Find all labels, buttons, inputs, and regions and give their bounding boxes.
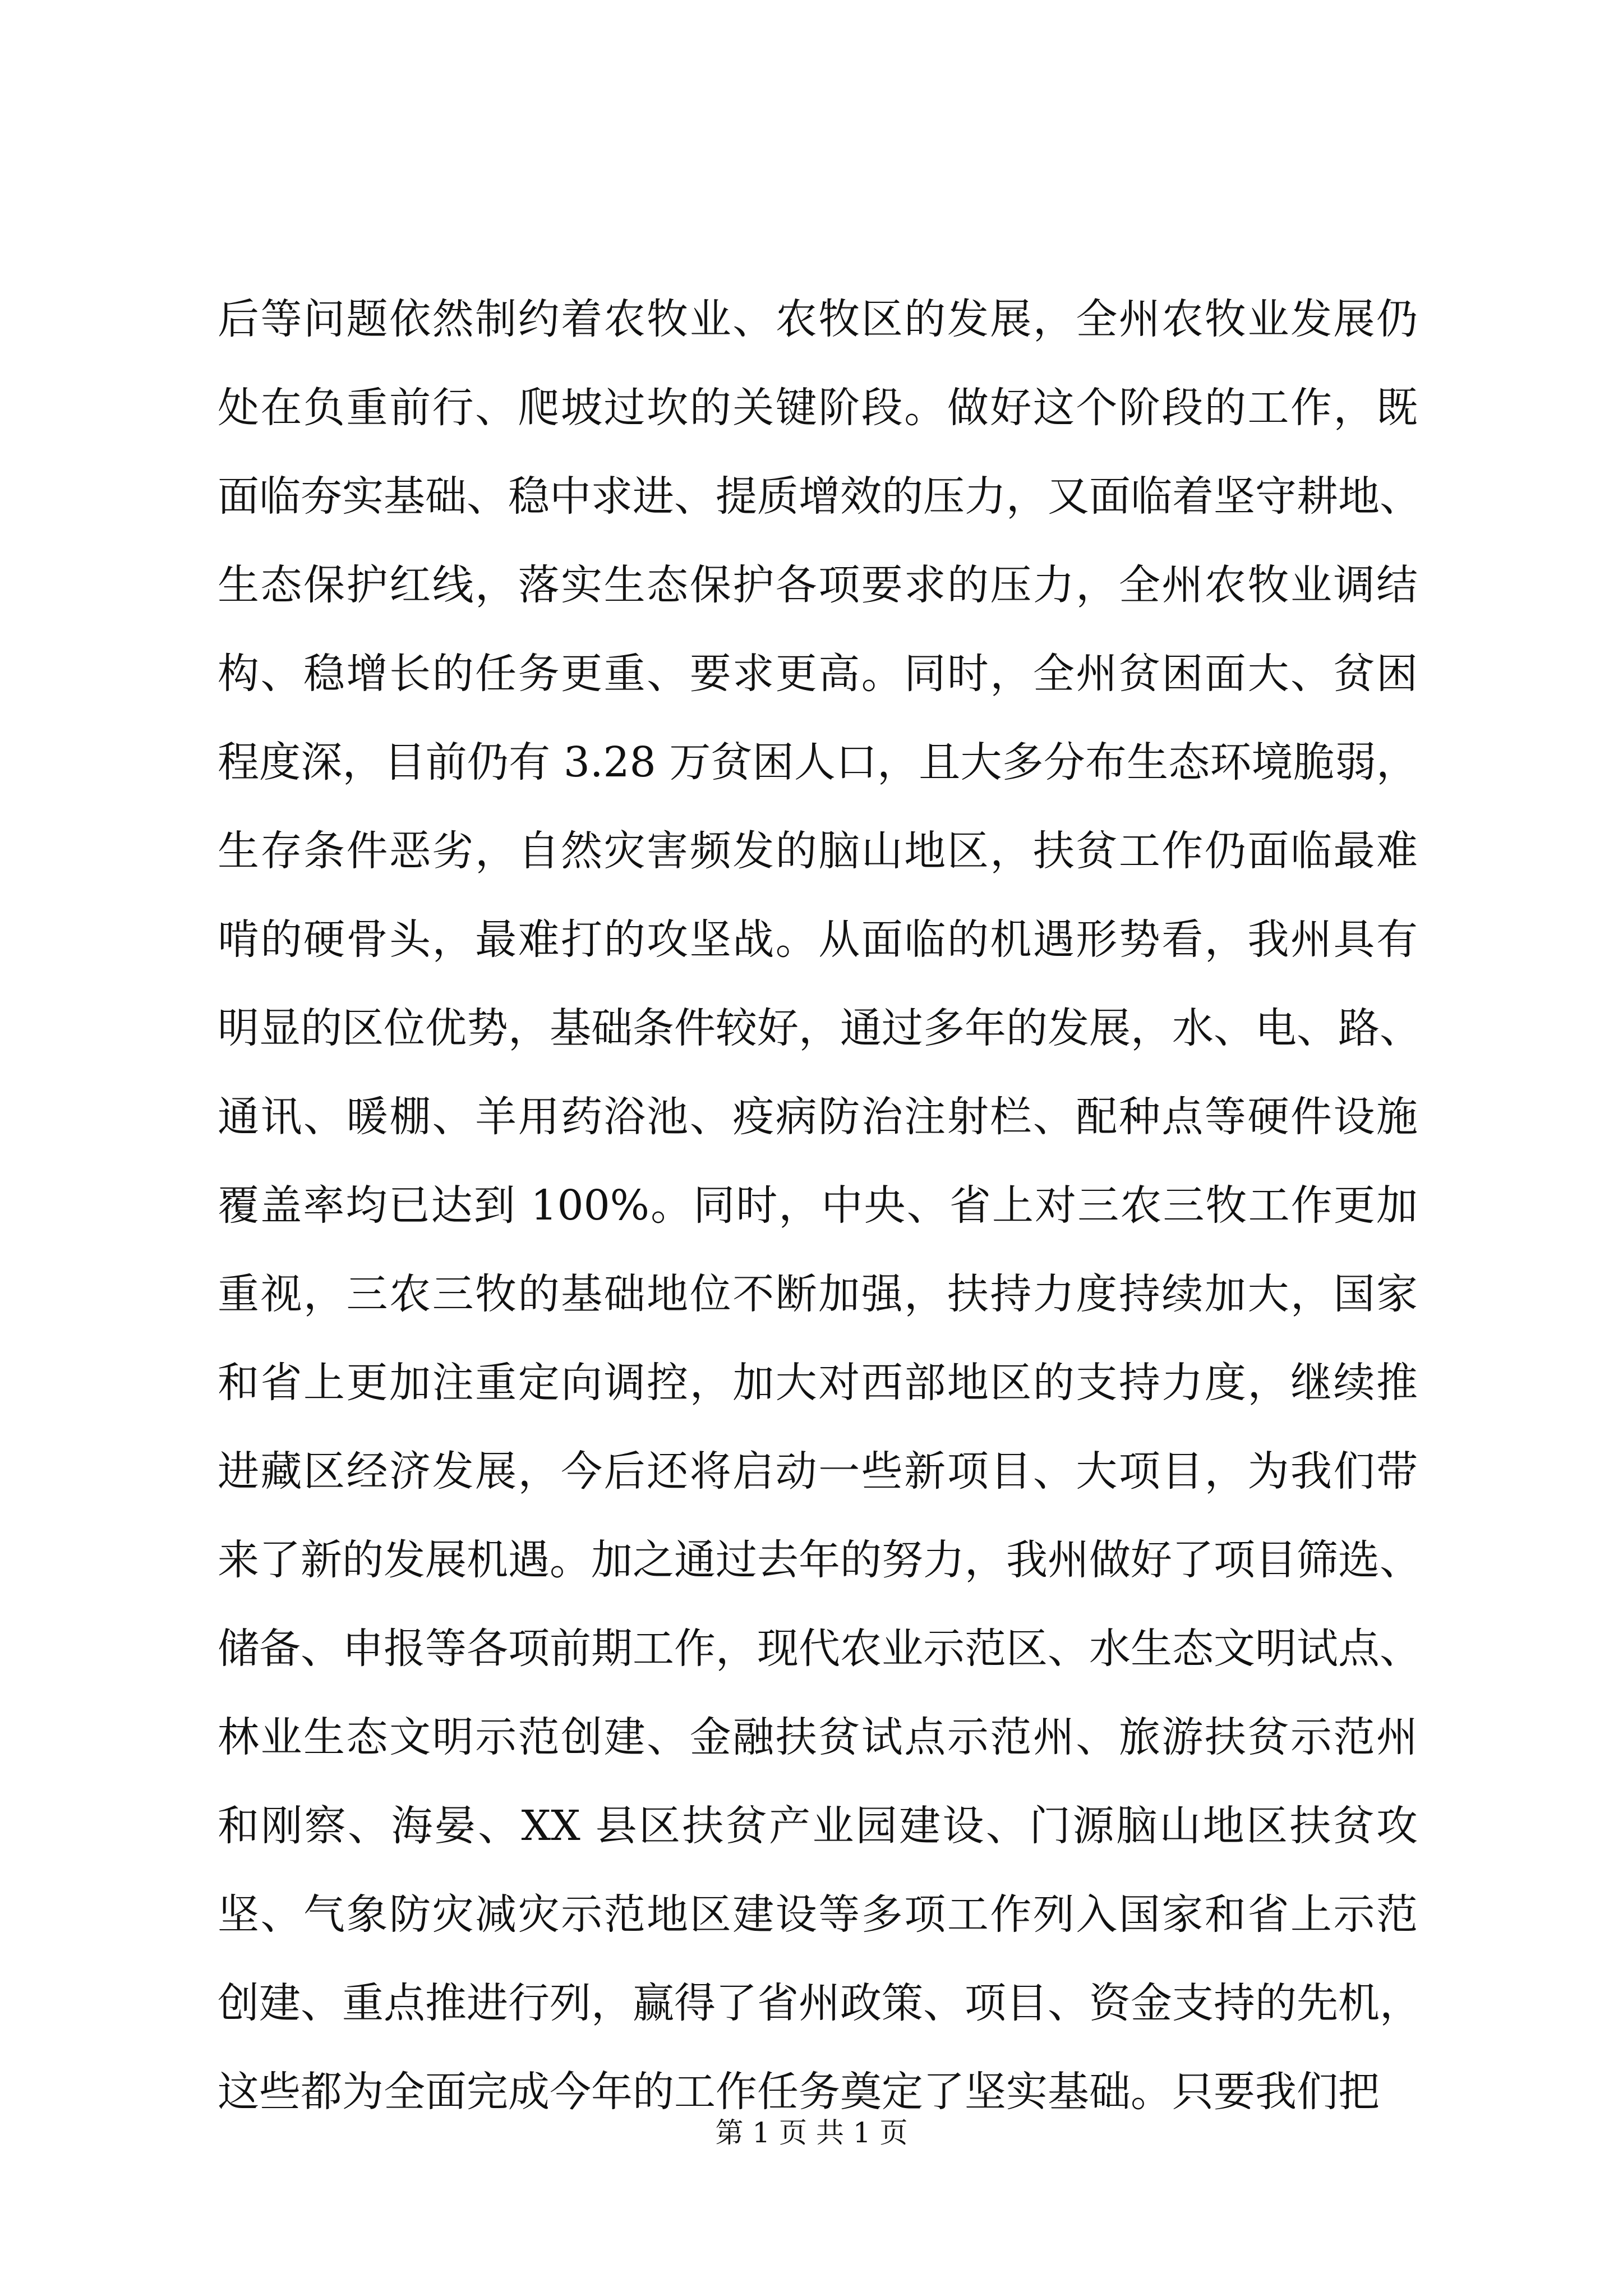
text-line: 程度深，目前仍有 3.28 万贫困人口，且大多分布生态环境脆弱，	[218, 738, 1418, 786]
body-text	[218, 275, 1421, 2136]
text-line: 面临夯实基础、稳中求进、提质增效的压力，又面临着坚守耕地、	[218, 472, 1421, 521]
text-line: 处在负重前行、爬坡过坎的关键阶段。做好这个阶段的工作，既	[218, 384, 1418, 432]
text-line: 林业生态文明示范创建、金融扶贫试点示范州、旅游扶贫示范州	[218, 1713, 1418, 1761]
text-line: 这些都为全面完成今年的工作任务奠定了坚实基础。只要我们把	[218, 2068, 1380, 2116]
text-line: 储备、申报等各项前期工作，现代农业示范区、水生态文明试点、	[218, 1625, 1421, 1673]
text-line: 和刚察、海晏、XX 县区扶贫产业园建设、门源脑山地区扶贫攻	[218, 1802, 1418, 1850]
text-line: 构、稳增长的任务更重、要求更高。同时，全州贫困面大、贫困	[218, 650, 1418, 698]
text-line: 坚、气象防灾减灾示范地区建设等多项工作列入国家和省上示范	[218, 1890, 1418, 1939]
text-line: 生态保护红线，落实生态保护各项要求的压力，全州农牧业调结	[218, 561, 1418, 609]
text-line: 啃的硬骨头，最难打的攻坚战。从面临的机遇形势看，我州具有	[218, 915, 1418, 964]
text-line: 来了新的发展机遇。加之通过去年的努力，我州做好了项目筛选、	[218, 1536, 1421, 1584]
text-line: 进藏区经济发展，今后还将启动一些新项目、大项目，为我们带	[218, 1447, 1418, 1496]
text-line: 创建、重点推进行列，赢得了省州政策、项目、资金支持的先机，	[218, 1979, 1421, 2027]
page-footer	[0, 2116, 1623, 2150]
text-line: 覆盖率均已达到 100%。同时，中央、省上对三农三牧工作更加	[218, 1181, 1418, 1230]
text-line: 通讯、暖棚、羊用药浴池、疫病防治注射栏、配种点等硬件设施	[218, 1093, 1418, 1141]
text-line: 生存条件恶劣，自然灾害频发的脑山地区，扶贫工作仍面临最难	[218, 827, 1418, 875]
text-line: 和省上更加注重定向调控，加大对西部地区的支持力度，继续推	[218, 1359, 1418, 1407]
page-number-label: 第 1 页 共 1 页	[715, 2116, 908, 2149]
text-line: 明显的区位优势，基础条件较好，通过多年的发展，水、电、路、	[218, 1004, 1421, 1052]
text-line: 重视，三农三牧的基础地位不断加强，扶持力度持续加大，国家	[218, 1270, 1418, 1318]
text-line: 后等问题依然制约着农牧业、农牧区的发展，全州农牧业发展仍	[218, 295, 1418, 343]
